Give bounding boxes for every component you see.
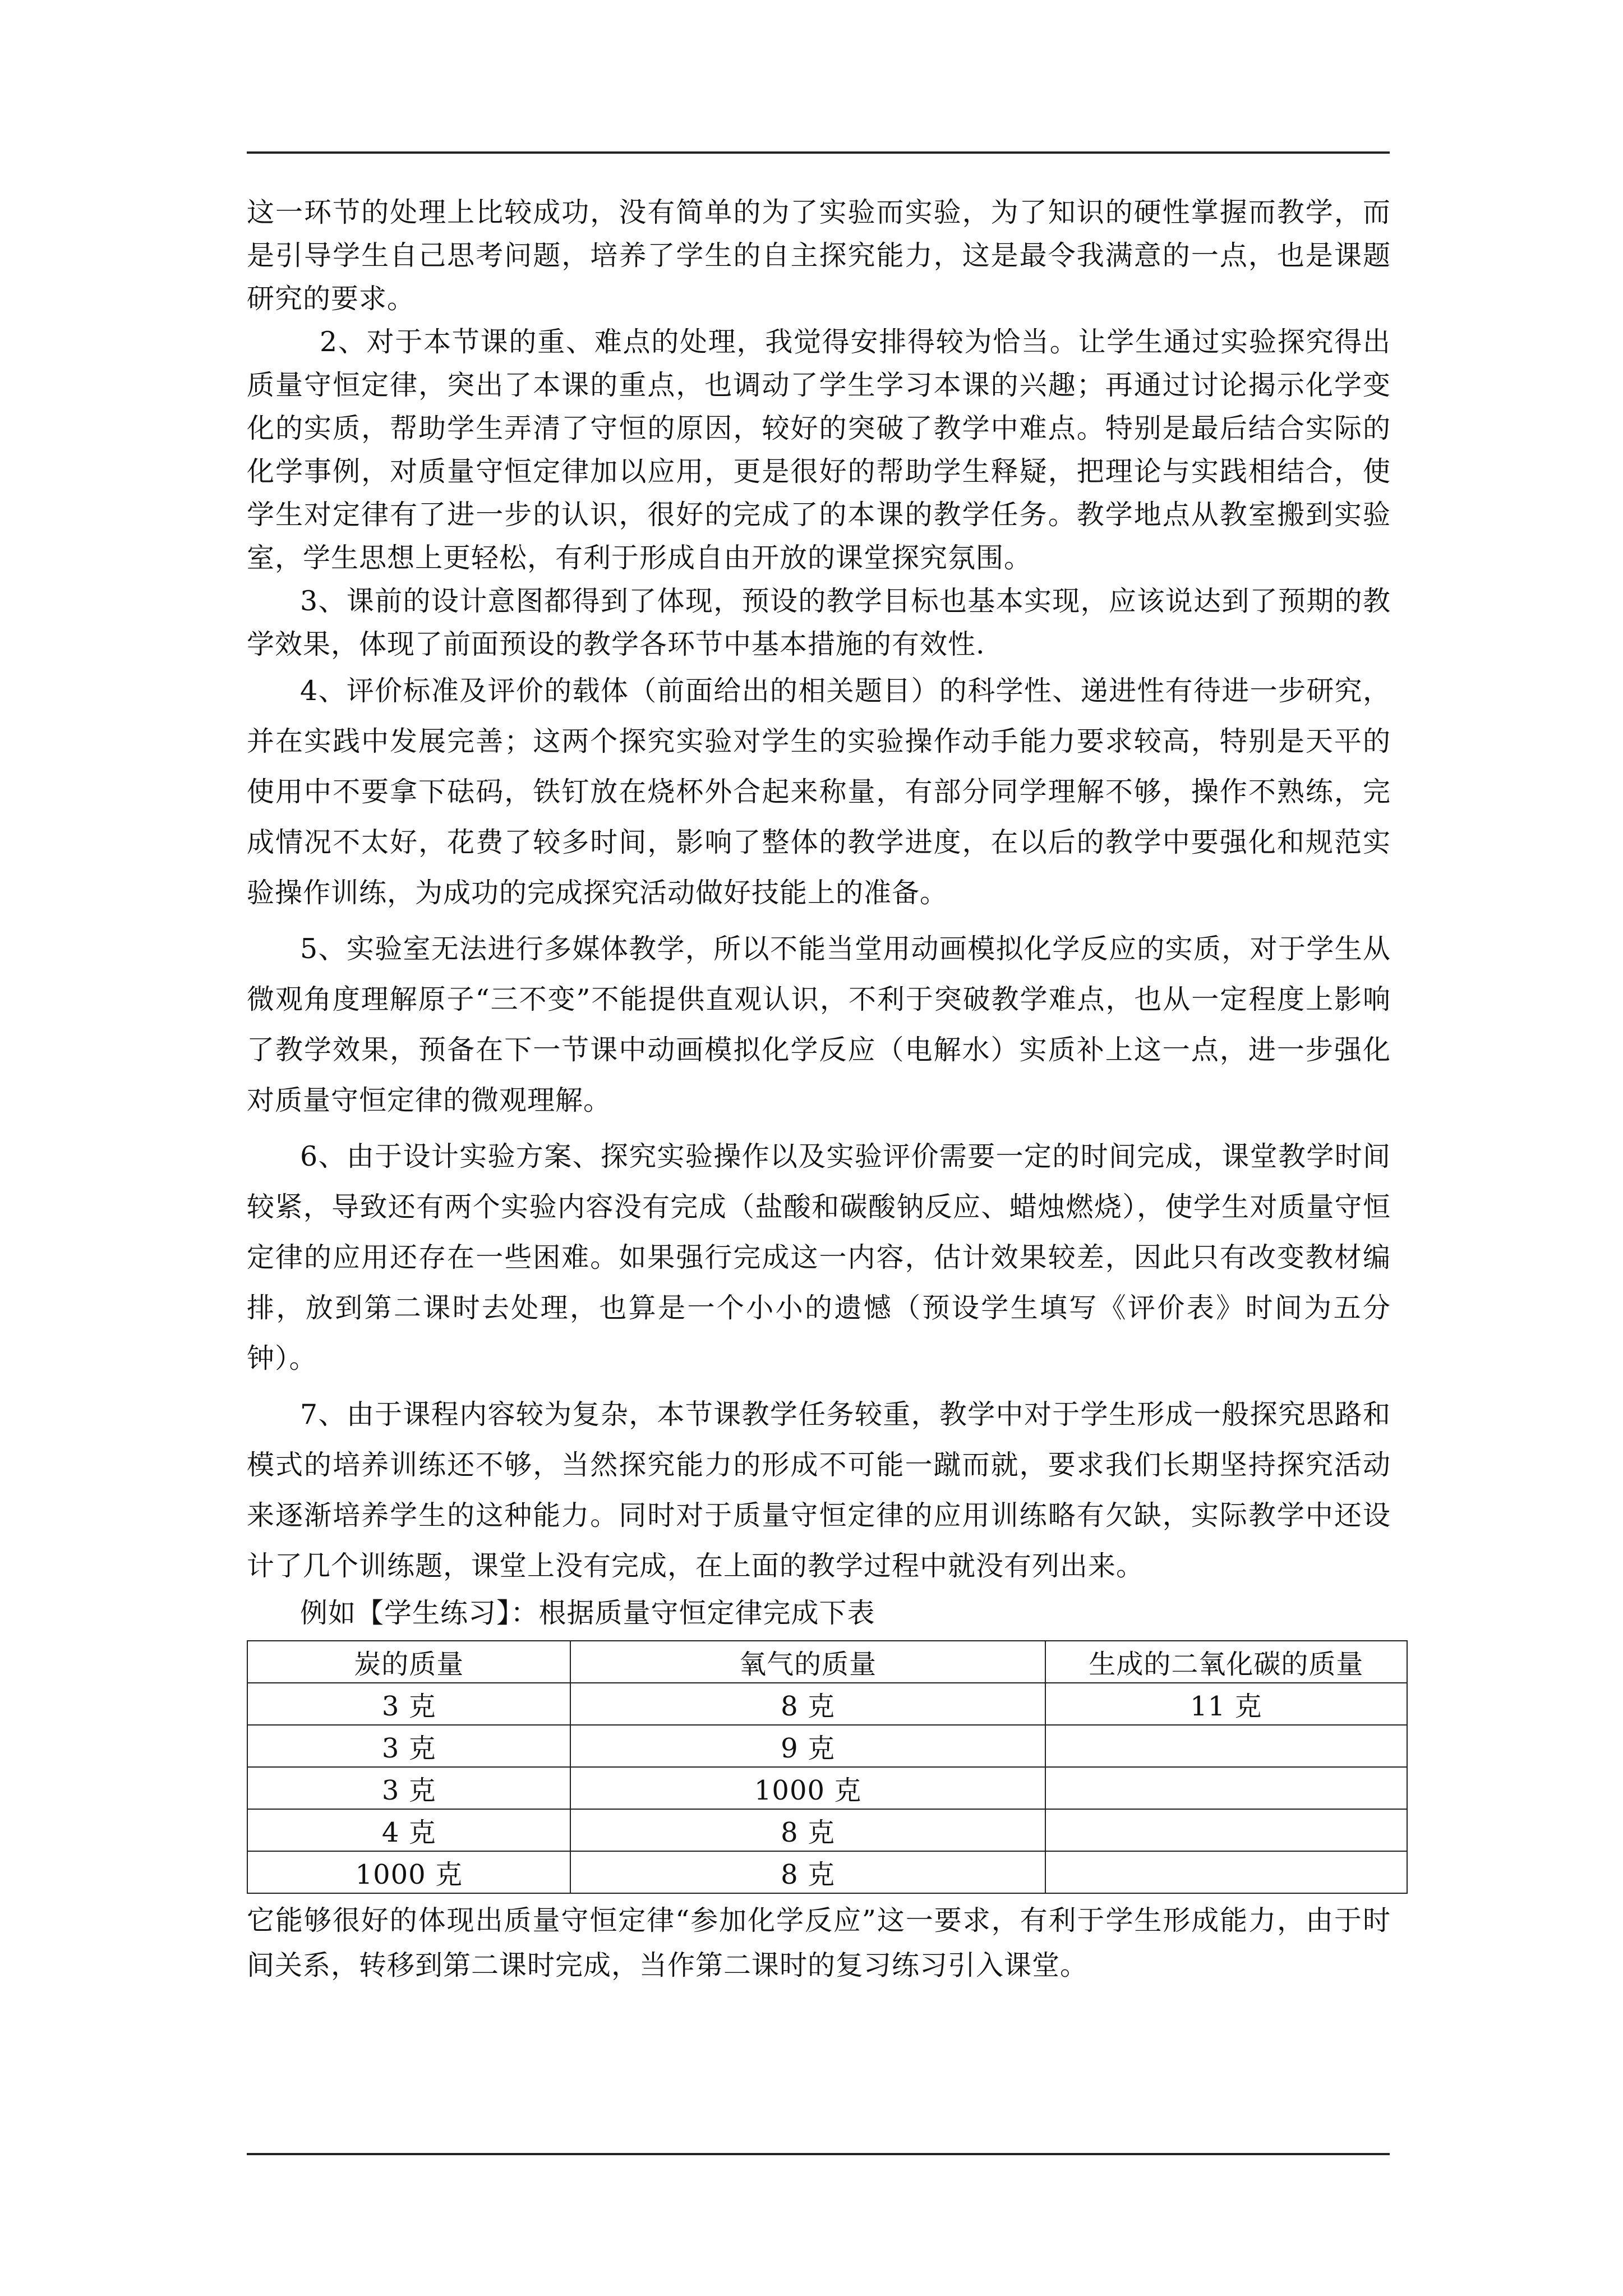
- paragraph-point-3: 3、课前的设计意图都得到了体现，预设的教学目标也基本实现，应该说达到了预期的教学效果，体现了前面预设的教学各环节中基本措施的有效性.: [247, 585, 1391, 660]
- table-cell: [1045, 1767, 1407, 1809]
- table-cell: 8 克: [570, 1809, 1045, 1851]
- table-row: [247, 1725, 1407, 1767]
- table-cell: 11 克: [1045, 1683, 1407, 1725]
- paragraph-closing: 它能够很好的体现出质量守恒定律“参加化学反应”这一要求，有利于学生形成能力，由于时间关系，转移到第二课时完成，当作第二课时的复习练习引入课堂。: [247, 1904, 1391, 1981]
- table-cell: 8 克: [570, 1683, 1045, 1725]
- table-cell: 3 克: [247, 1767, 570, 1809]
- document-body: [247, 191, 1391, 1988]
- table-cell: 1000 克: [247, 1851, 570, 1893]
- table-header-row: [247, 1641, 1407, 1683]
- exercise-intro: 例如【学生练习】：根据质量守恒定律完成下表: [300, 1597, 875, 1629]
- table-row: [247, 1851, 1407, 1893]
- table-cell: 9 克: [570, 1725, 1045, 1767]
- paragraph-point-7: 7、由于课程内容较为复杂，本节课教学任务较重，教学中对于学生形成一般探究思路和模式的培养训练还不够，当然探究能力的形成不可能一蹴而就，要求我们长期坚持探究活动来逐渐培养学生的这种能力。同时对于质量守恒定律的应用训练略有欠缺，实际教学中还设计了几个训练题，课堂上没有完成，在上面的教学过程中就没有列出来。: [247, 1398, 1391, 1582]
- table-row: [247, 1683, 1407, 1725]
- paragraph-point-5: 5、实验室无法进行多媒体教学，所以不能当堂用动画模拟化学反应的实质，对于学生从微观角度理解原子“三不变”不能提供直观认识，不利于突破教学难点，也从一定程度上影响了教学效果，预备在下一节课中动画模拟化学反应（电解水）实质补上这一点，进一步强化对质量守恒定律的微观理解。: [247, 933, 1391, 1116]
- table-cell: [1045, 1851, 1407, 1893]
- table-cell: 1000 克: [570, 1767, 1045, 1809]
- table-row: [247, 1809, 1407, 1851]
- table-cell: [1045, 1809, 1407, 1851]
- table-row: [247, 1767, 1407, 1809]
- table-cell: 8 克: [570, 1851, 1045, 1893]
- exercise-table: [247, 1640, 1408, 1894]
- table-header-carbon: 炭的质量: [247, 1641, 570, 1683]
- table-cell: 3 克: [247, 1725, 570, 1767]
- footer-rule: [247, 2153, 1390, 2155]
- paragraph-point-6: 6、由于设计实验方案、探究实验操作以及实验评价需要一定的时间完成，课堂教学时间较紧，导致还有两个实验内容没有完成（盐酸和碳酸钠反应、蜡烛燃烧），使学生对质量守恒定律的应用还存在一些困难。如果强行完成这一内容，估计效果较差，因此只有改变教材编排，放到第二课时去处理，也算是一个小小的遗憾（预设学生填写《评价表》时间为五分钟）。: [247, 1140, 1391, 1374]
- paragraph-point-4: 4、评价标准及评价的载体（前面给出的相关题目）的科学性、递进性有待进一步研究，并在实践中发展完善；这两个探究实验对学生的实验操作动手能力要求较高，特别是天平的使用中不要拿下砝码，铁钉放在烧杯外合起来称量，有部分同学理解不够，操作不熟练，完成情况不太好，花费了较多时间，影响了整体的教学进度，在以后的教学中要强化和规范实验操作训练，为成功的完成探究活动做好技能上的准备。: [247, 675, 1391, 909]
- table-header-oxygen: 氧气的质量: [570, 1641, 1045, 1683]
- paragraph-intro: 这一环节的处理上比较成功，没有简单的为了实验而实验，为了知识的硬性掌握而教学，而是引导学生自己思考问题，培养了学生的自主探究能力，这是最令我满意的一点，也是课题研究的要求。: [247, 196, 1391, 315]
- table-header-co2: 生成的二氧化碳的质量: [1045, 1641, 1407, 1683]
- table-cell: 4 克: [247, 1809, 570, 1851]
- table-cell: 3 克: [247, 1683, 570, 1725]
- table-cell: [1045, 1725, 1407, 1767]
- paragraph-point-2: 2、对于本节课的重、难点的处理，我觉得安排得较为恰当。让学生通过实验探究得出质量守恒定律，突出了本课的重点，也调动了学生学习本课的兴趣；再通过讨论揭示化学变化的实质，帮助学生弄清了守恒的原因，较好的突破了教学中难点。特别是最后结合实际的化学事例，对质量守恒定律加以应用，更是很好的帮助学生释疑，把理论与实践相结合，使学生对定律有了进一步的认识，很好的完成了的本课的教学任务。教学地点从教室搬到实验室，学生思想上更轻松，有利于形成自由开放的课堂探究氛围。: [247, 326, 1391, 574]
- header-rule: [247, 151, 1390, 154]
